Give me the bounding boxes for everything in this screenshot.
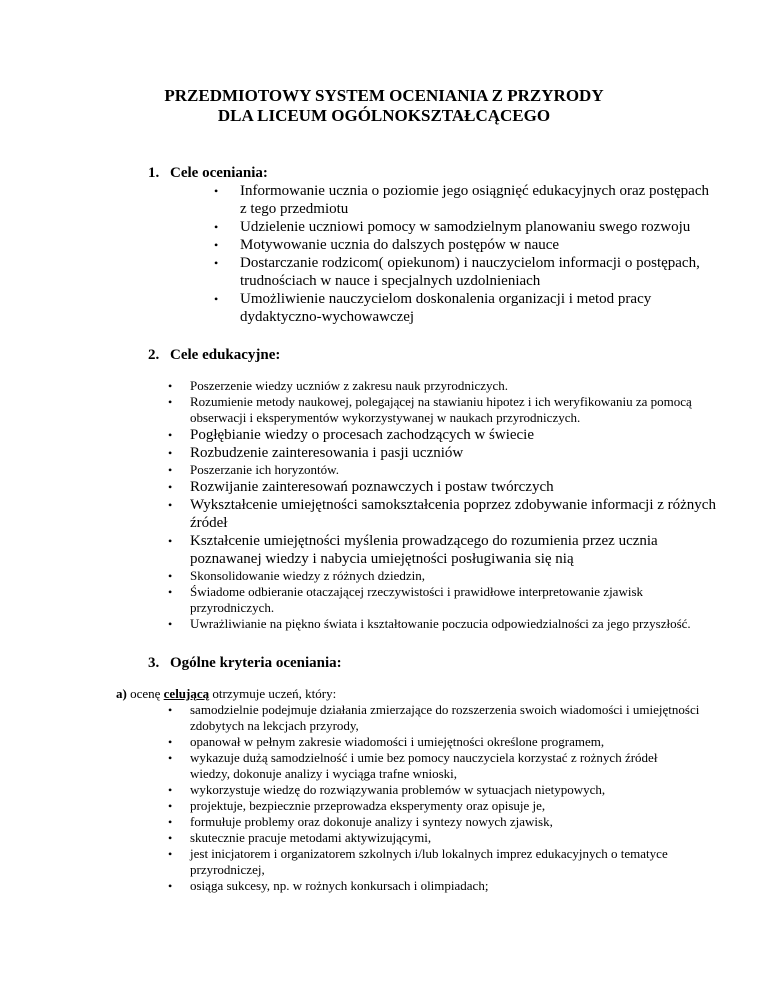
section-3-list: [190, 702, 735, 894]
section-number: 3.: [148, 655, 160, 671]
title-line-1: PRZEDMIOTOWY SYSTEM OCENIANIA Z PRZYRODY: [164, 86, 604, 105]
list-item: • Pogłębianie wiedzy o procesach zachodzących w świecie: [190, 426, 730, 444]
list-item: • Poszerzanie ich horyzontów.: [190, 462, 730, 478]
section-2-list: [190, 378, 730, 632]
list-item: • wykorzystuje wiedzę do rozwiązywania problemów w sytuacjach nietypowych,: [190, 782, 735, 798]
section-2-heading: [148, 346, 280, 364]
list-item: • Informowanie ucznia o poziomie jego osiągnięć edukacyjnych oraz postępach z tego przedmiotu: [240, 182, 710, 218]
list-item: • skutecznie pracuje metodami aktywizującymi,: [190, 830, 735, 846]
section-title: Cele oceniania:: [170, 165, 268, 181]
section-number: 2.: [148, 347, 160, 363]
list-item: • Dostarczanie rodzicom( opiekunom) i nauczycielom informacji o postępach, trudnościach w nauce i specjalnych uzdolnieniach: [240, 254, 710, 290]
section-3-heading: [148, 654, 342, 672]
list-item: • Rozbudzenie zainteresowania i pasji uczniów: [190, 444, 730, 462]
list-item: • opanował w pełnym zakresie wiadomości i umiejętności określone programem,: [190, 734, 735, 750]
list-item: • projektuje, bezpiecznie przeprowadza eksperymenty oraz opisuje je,: [190, 798, 735, 814]
list-item: • Świadome odbieranie otaczającej rzeczywistości i prawidłowe interpretowanie zjawisk przyrodniczych.: [190, 584, 730, 616]
list-item: • samodzielnie podejmuje działania zmierzające do rozszerzenia swoich wiadomości i umiejętności zdobytych na lekcjach przyrody,: [190, 702, 735, 734]
title-line-2: DLA LICEUM OGÓLNOKSZTAŁCĄCEGO: [217, 106, 551, 125]
criteria-intro: [116, 686, 336, 702]
list-item: • Rozumienie metody naukowej, polegającej na stawianiu hipotez i ich weryfikowaniu za pomocą obserwacji i eksperymentów wykorzystywanej w naukach przyrodniczych.: [190, 394, 730, 426]
list-item: • osiąga sukcesy, np. w rożnych konkursach i olimpiadach;: [190, 878, 735, 894]
criteria-intro-pre: ocenę: [126, 686, 164, 701]
list-item: • Kształcenie umiejętności myślenia prowadzącego do rozumienia przez ucznia poznawanej wiedzy i nabycia umiejętności posługiwania się nią: [190, 532, 730, 568]
section-number: 1.: [148, 165, 160, 181]
list-item: • Poszerzenie wiedzy uczniów z zakresu nauk przyrodniczych.: [190, 378, 730, 394]
document-title: [0, 86, 768, 126]
list-item: • Skonsolidowanie wiedzy z różnych dziedzin,: [190, 568, 730, 584]
section-title: Cele edukacyjne:: [170, 347, 281, 363]
list-item: • jest inicjatorem i organizatorem szkolnych i/lub lokalnych imprez edukacyjnych o tematyce: [190, 846, 735, 862]
list-item-continuation: wiedzy, dokonuje analizy i wyciąga trafne wnioski,: [190, 766, 458, 781]
section-1-list: [240, 182, 710, 326]
criteria-label: a): [116, 686, 127, 701]
list-item: • Umożliwienie nauczycielom doskonalenia organizacji i metod pracy dydaktyczno-wychowawczej: [240, 290, 710, 326]
section-1-heading: [148, 164, 268, 182]
list-item: • formułuje problemy oraz dokonuje analizy i syntezy nowych zjawisk,: [190, 814, 735, 830]
list-item: • Uwrażliwianie na piękno świata i kształtowanie poczucia odpowiedzialności za jego przyszłość.: [190, 616, 730, 632]
list-item: • Wykształcenie umiejętności samokształcenia poprzez zdobywanie informacji z różnych źródeł: [190, 496, 730, 532]
list-item: • Rozwijanie zainteresowań poznawczych i postaw twórczych: [190, 478, 730, 496]
list-item-continuation: przyrodniczej,: [190, 862, 265, 877]
grade-name: celującą: [163, 686, 210, 701]
section-title: Ogólne kryteria oceniania:: [170, 655, 342, 671]
criteria-intro-post: otrzymuje uczeń, który:: [209, 686, 337, 701]
list-item: • Motywowanie ucznia do dalszych postępów w nauce: [240, 236, 710, 254]
list-item: • Udzielenie uczniowi pomocy w samodzielnym planowaniu swego rozwoju: [240, 218, 710, 236]
list-item: • wykazuje dużą samodzielność i umie bez pomocy nauczyciela korzystać z rożnych źródeł: [190, 750, 735, 766]
